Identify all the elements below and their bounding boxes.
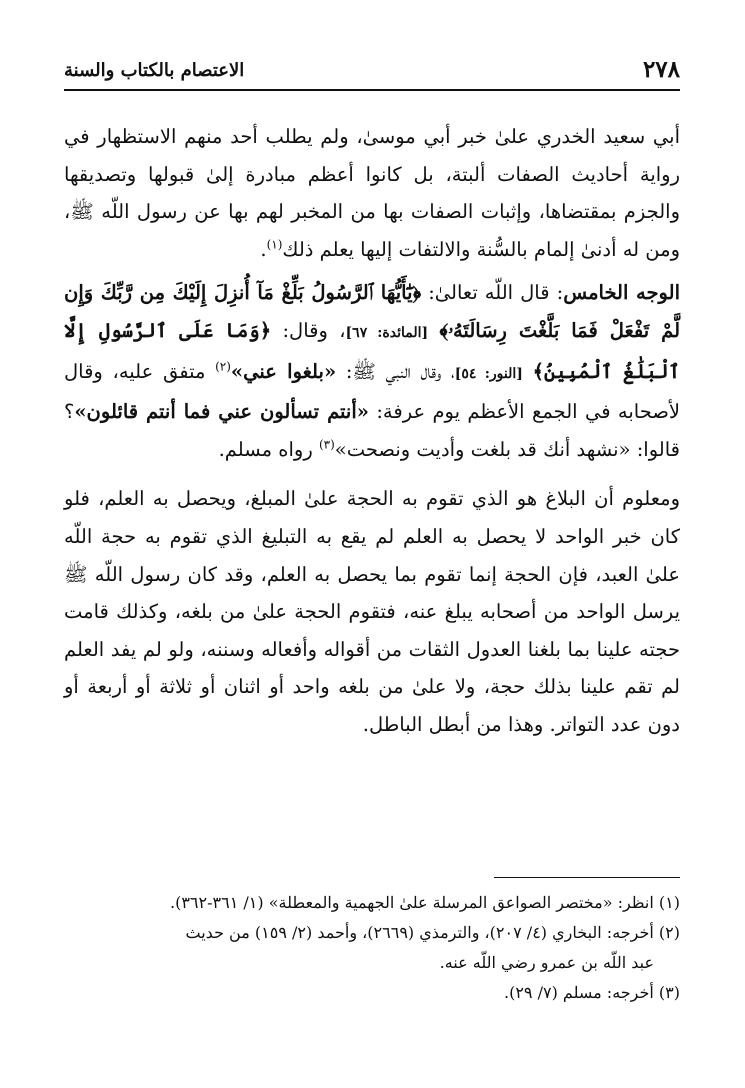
- running-title: الاعتصام بالكتاب والسنة: [64, 60, 245, 81]
- paragraph-3: ومعلوم أن البلاغ هو الذي تقوم به الحجة علىٰ المبلغ، ويحصل به العلم، فلو كان خبر الواحد لا يحصل به العلم لم يقع به التبليغ الذي تقوم به حجة اللّه علىٰ العبد، فإن الحجة إنما تقوم بما يحصل به العلم، وقد كان رسول اللّه ﷺ يرسل الواحد من أصحابه يبلغ عنه، فتقوم الحجة علىٰ من بلغه، وكذلك قامت حجته علينا بما بلغنا العدول الثقات من أقواله وأفعاله وسننه، ولو لم يفد العلم لم تقم علينا بذلك حجة، ولا علىٰ من بلغه واحد أو اثنان أو ثلاثة أو أربعة أو دون عدد التواتر. وهذا من أبطل الباطل.: [64, 487, 680, 736]
- verse-reference-1: [المائدة: ٦٧]: [345, 324, 429, 341]
- paragraph-2-text-5: ؟ قالوا: «نشهد أنك قد بلغت وأديت ونصحت»: [64, 400, 680, 461]
- verse-reference-2: [النور: ٥٤]: [454, 365, 523, 382]
- hadith-quote-2: «أنتم تسألون عني فما أنتم قائلون»: [74, 400, 369, 424]
- footnote-3: (٣) أخرجه: مسلم (٧/ ٢٩).: [504, 983, 680, 1002]
- paragraph-2: [64, 274, 680, 468]
- footnote-2-continued: عبد اللّه بن عمرو رضي اللّه عنه.: [439, 953, 654, 972]
- paragraph-2-text-6: رواه مسلم.: [218, 437, 319, 461]
- header-divider: [64, 89, 680, 91]
- footnote-1: (١) انظر: «مختصر الصواعق المرسلة علىٰ الجهمية والمعطلة» (١/ ٣٦١-٣٦٢).: [170, 893, 680, 912]
- paragraph-2-text-2: ، وقال:: [271, 318, 346, 342]
- quran-verse-2: ﴿وَمَا عَلَى ٱلرَّسُولِ إِلَّا ٱلْبَلَٰغُ ٱلْمُبِينُ﴾: [64, 318, 681, 383]
- paragraph-2-text-3: ، وقال النبي ﷺ:: [336, 359, 455, 383]
- paragraph-2-text-4: متفق عليه، وقال لأصحابه في الجمع الأعظم يوم عرفة:: [64, 359, 680, 424]
- footnote-ref-1[interactable]: (١): [266, 237, 283, 252]
- paragraph-1: أبي سعيد الخدري علىٰ خبر أبي موسىٰ، ولم يطلب أحد منهم الاستظهار في رواية أحاديث الصفات ألبتة، بل كانوا أعظم مبادرة إلىٰ قبولها وتصديقها والجزم بمقتضاها، وإثبات الصفات بها من المخبر لهم بها عن رسول اللّه ﷺ، ومن له أدنىٰ إلمام بالسُّنة والالتفات إليها يعلم ذلك$^{(١)}$.: [64, 125, 680, 261]
- page-header: [64, 52, 680, 86]
- footnote-ref-2[interactable]: (٢): [215, 359, 231, 374]
- quran-verse-1: ﴿يَٰٓأَيُّهَا ٱلرَّسُولُ بَلِّغْ مَآ أُنزِلَ إِلَيْكَ مِن رَّبِّكَ وَإِن لَّمْ تَفْعَلْ فَمَا بَلَّغْتَ رِسَالَتَهُۥ﴾: [64, 281, 681, 342]
- footnote-2: (٢) أخرجه: البخاري (٤/ ٢٠٧)، والترمذي (٢٦٦٩)، وأحمد (٢/ ١٥٩) من حديث: [185, 923, 680, 942]
- footnotes: [64, 888, 680, 1008]
- section-heading: الوجه الخامس: [563, 281, 680, 305]
- paragraph-2-text-1: : قال اللّه تعالىٰ:: [421, 281, 564, 305]
- page-number: ٢٧٨: [642, 56, 680, 83]
- main-text: [64, 118, 680, 744]
- footnote-divider: [494, 877, 680, 878]
- footnote-ref-3[interactable]: (٣): [318, 437, 335, 452]
- hadith-quote-1: «بلغوا عني»: [230, 359, 337, 383]
- paragraph-1-text: أبي سعيد الخدري علىٰ خبر أبي موسىٰ، ولم يطلب أحد منهم الاستظهار في رواية أحاديث الصفات ألبتة، بل كانوا أعظم مبادرة إلىٰ قبولها وتصديقها والجزم بمقتضاها، وإثبات الصفات بها من المخبر لهم بها عن رسول اللّه ﷺ، ومن له أدنىٰ إلمام بالسُّنة والالتفات إليها يعلم ذلك: [64, 125, 680, 261]
